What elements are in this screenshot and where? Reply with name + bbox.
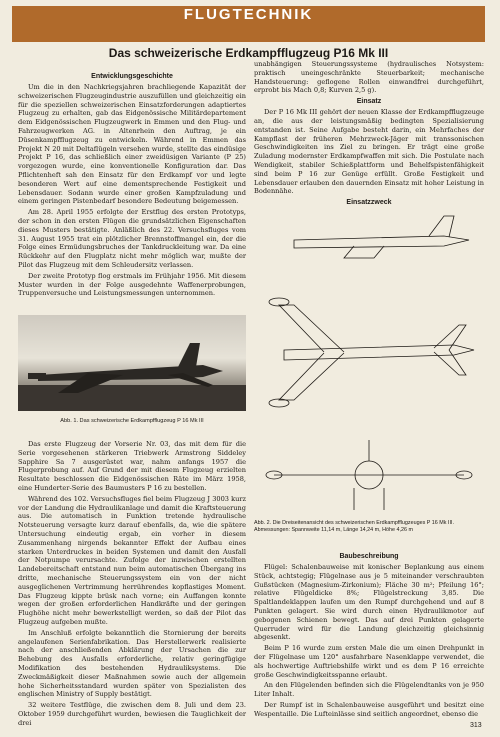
paragraph: unabhängigen Steuerungssysteme (hydraulisches Notsystem: praktisch uneingeschränkte Steuerbarkeit; mechanische Handsteuerung: geflogene Rollen einwandfrei durchgeführt, erprobt bis Mach 0,8; Kurven 2,5 g).	[254, 60, 484, 95]
paragraph: Das erste Flugzeug der Vorserie Nr. 03, das mit dem für die Serie vorgesehenen stärkeren Triebwerk Armstrong Siddeley Sapphire Sa 7 ausgerüstet war, nahm anfangs 1957 die Flugerprobung auf. Auf Grund der mit diesem Flugzeug erzielten Resultate beschlossen die Eidgenössischen Räte im März 1958, eine Hunderter-Serie des Baumusters P 16 zu bestellen.	[18, 440, 246, 492]
right-column-bottom	[254, 550, 484, 721]
paragraph: Der zweite Prototyp flog erstmals im Frühjahr 1956. Mit diesem Muster wurden in der Folge ausgedehnte Waffenerprobungen, Truppenversuche und Leistungsmessungen unternommen.	[18, 271, 246, 298]
paragraph: Während des 102. Versuchsfluges fiel beim Flugzeug J 3003 kurz vor der Landung die Hydraulikanlage und damit die Kraftsteuerung aus. Die automatisch in Funktion tretende hydraulische Notsteuerung versagte kurz darauf ebenfalls, da, wie die spätere Untersuchung eindeutig ergab, ein vorher in diesem Zusammenhang nirgends bekannter Effekt der Aufbau eines starken Unterdruckes in beiden Systemen und damit den Ausfall der Notpumpe verursachte. Zufolge der inzwischen erstellten Landebereitschaft entstand nun beim automatischen Übergang ins dritte, mechanische Steuerungssystem ein von der nicht ausgeglichenen Vertrimmung herrührendes kopflastiges Moment. Das Flugzeug kippte brüsk nach vorne; ein Auffangen konnte wegen der großen erforderlichen Handkräfte und der geringen Flughöhe nicht mehr bewerkstelligt werden, so daß der Pilot das Flugzeug aufgeben mußte.	[18, 494, 246, 626]
left-column-bottom	[18, 440, 246, 730]
aircraft-photo-graphic	[18, 315, 246, 411]
paragraph: Der P 16 Mk III gehört der neuen Klasse der Erdkampfflugzeuge an, die aus der leistungsmäßig bedingten Spezialisierung entstanden ist. Seine Aufgabe besteht darin, ein Mehrfaches der Kampflast der früheren Mehrzweck-Jäger mit transsonischen Geschwindigkeiten ins Ziel zu bringen. Er trägt eine große Zuladung modernster Erdkampfwaffen mit sich. Die Postulate nach Wendigkeit, stabiler Schießplattform und Behelfspistenfähigkeit sind beim P 16 zur Genüge erfüllt. Große Festigkeit und Lebensdauer erlauben den dauernden Einsatz mit hoher Leistung in Bodennähe.	[254, 108, 484, 196]
right-column-top	[254, 60, 484, 209]
three-view-drawing	[254, 210, 484, 530]
paragraph: Beim P 16 wurde zum ersten Male die um einen Drehpunkt in der Flügelnase um 120° ausfahrbare Nasenklappe verwendet, die als hochwertige Auftriebshilfe wirkt und es dem P 16 erreichte große Geschwindigkeitsspanne erlaubt.	[254, 644, 484, 679]
paragraph: Um die in den Nachkriegsjahren brachliegende Kapazität der schweizerischen Flugzeugindustrie auszufüllen und gleichzeitig ein für die speziellen schweizerischen Einsatzforderungen adaptiertes Flugzeug zu erhalten, gab das Eidgenössische Militärdepartement dem Eidgenössischen Flugzeugwerk in Emmen und den Flug- und Fahrzeugwerken AG. in Altenrhein den Auftrag, je ein Düsenkampfflugzeug zu entwickeln. Während in Emmen das Projekt N 20 mit Deltaflügeln versehen wurde, stellte das eindüsige Projekt P 16, das schließlich einer zweidüsigen Variante (P 25) vorgezogen wurde, eine konventionelle Konfiguration dar. Das Pflichtenheft sah den Einsatz für den Erdkampf vor und legte besonderen Wert auf eine dementsprechende Festigkeit und Lebensdauer. Sodann wurde einer großen Kampfzuladung und einem geringen Pistenbedarf besondere Bedeutung beigemessen.	[18, 83, 246, 206]
left-column-top	[18, 70, 246, 300]
paragraph: 32 weitere Testflüge, die zwischen dem 8. Juli und dem 23. Oktober 1959 durchgeführt wurden, bewiesen die Tauglichkeit der drei	[18, 701, 246, 727]
section-title: FLUGTECHNIK	[183, 6, 314, 23]
paragraph: Am 28. April 1955 erfolgte der Erstflug des ersten Prototyps, der schon in den ersten Flügen die grundsätzlichen Eigenschaften dieses Musters bestätigte. Anläßlich des 22. Versuchsfluges vom 31. August 1955 trat ein plötzlicher Brennstoffmangel ein, der die Folge eines Ermüdungsbruches der Tankdruckleitung war. Da eine Rückkehr auf den Flugplatz nicht mehr möglich war, mußte der Pilot das Flugzeug mit dem Schleudersitz verlassen.	[18, 208, 246, 269]
heading-einsatzzweck: Einsatzzweck	[346, 199, 392, 207]
page-number: 313	[470, 722, 482, 729]
paragraph: Flügel: Schalenbauweise mit konischer Beplankung aus einem Stück, achtstegig; Flügelnase aus je 5 miteinander verschraubten Gußstücken (Magnesium-Zirkonium); Fläche 30 m²; Pfeilung 16°; relative Flügeldicke 8%; Flügelstreckung 3,85. Die Spaltlandeklappen laufen um den Rumpf durchgehend und auf 8 Punkten gelagert. Sie wird durch einen Hydraulikmotor auf gebogenen Schienen bewegt. Das auf drei Punkten gelagerte Querruder wird für die Landung gleichzeitig gleichsinnig abgesenkt.	[254, 563, 484, 642]
paragraph: Der Rumpf ist in Schalenbauweise ausgeführt und besitzt eine Wespentaille. Die Lufteinlässe sind seitlich angeordnet, ebenso die	[254, 700, 484, 718]
paragraph: Im Anschluß erfolgte bekanntlich die Stornierung der bereits angelaufenen Serienfabrikation. Das Herstellerwerk realisierte nach der anschließenden Abklärung der Ursachen die zur Behebung des Ausfalls erforderliche, relativ geringfügige Modifikation des bestehenden Hydrauliksystems. Die Zweckmäßigkeit dieser Maßnahmen sowie auch der allgemein hohe Sicherheitsstandard wurden später von Spezialisten des englischen Ministry of Supply bestätigt.	[18, 628, 246, 699]
aircraft-photo	[18, 315, 246, 411]
figure-caption-2: Abb. 2. Die Dreiseitenansicht des schweizerischen Erdkampfflugzeuges P 16 Mk III. Abmessungen: Spannweite 11,14 m, Länge 14,24 m, Höhe 4,26 m	[254, 520, 454, 533]
heading-einsatz: Einsatz	[356, 98, 382, 106]
three-view-graphic	[254, 210, 484, 520]
article-title: Das schweizerische Erdkampfflugzeug P16 Mk III	[108, 46, 389, 60]
paragraph: An den Flügelenden befinden sich die Flügelendtanks von je 950 Liter Inhalt.	[254, 681, 484, 699]
figure-caption-1: Abb. 1. Das schweizerische Erdkampfflugzeug P 16 Mk III	[60, 418, 204, 424]
heading-baubeschreibung: Baubeschreibung	[339, 553, 399, 560]
heading-entwicklungsgeschichte: Entwicklungsgeschichte	[91, 73, 173, 80]
